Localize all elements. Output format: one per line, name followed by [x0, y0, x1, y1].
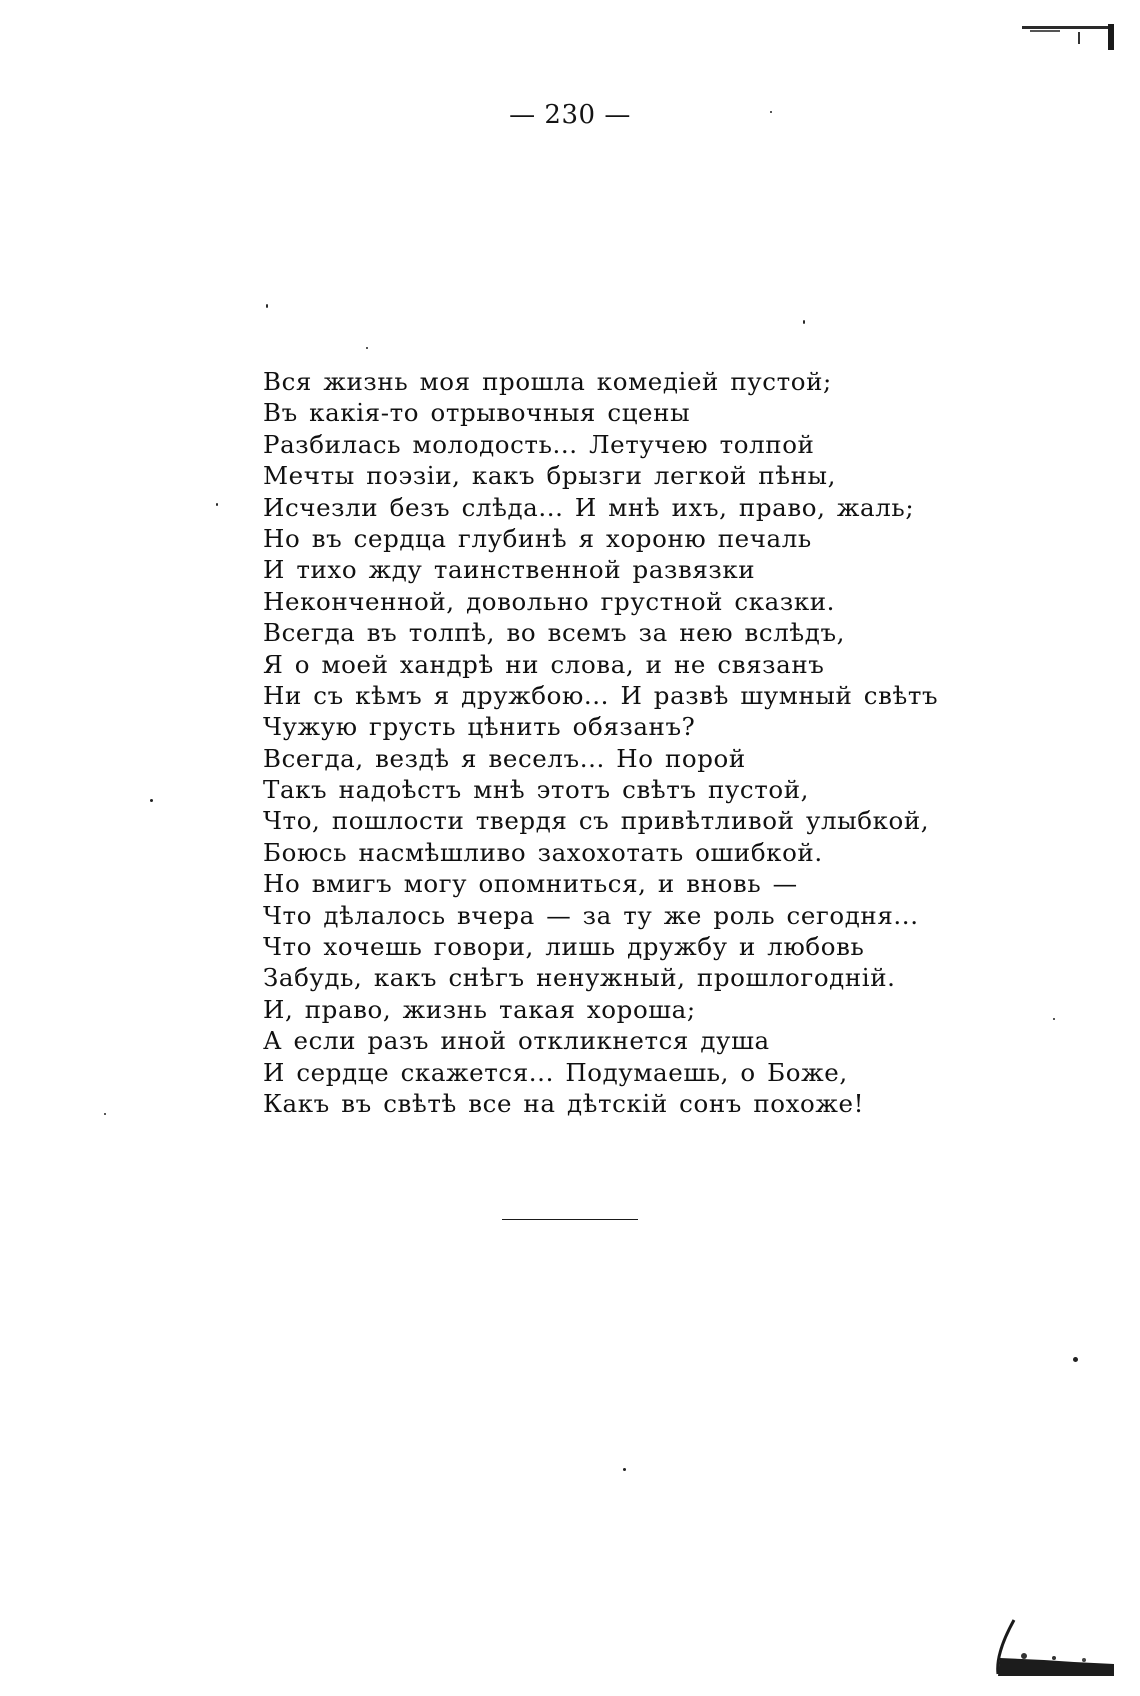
- poem-line: Я о моей хандрѣ ни слова, и не связанъ: [263, 649, 825, 679]
- poem-line: Какъ въ свѣтѣ все на дѣтскій сонъ похоже!: [263, 1088, 865, 1118]
- poem-line: Забудь, какъ снѣгъ ненужный, прошлогодній.: [263, 963, 896, 993]
- poem-line: А если разъ иной откликнется душа: [263, 1026, 770, 1056]
- poem-line: И сердце скажется... Подумаешь, о Боже,: [263, 1057, 848, 1087]
- scan-artifact-bottom: [984, 1618, 1124, 1678]
- poem-line: Неконченной, довольно грустной сказки.: [263, 586, 836, 616]
- scan-speck: [366, 347, 368, 349]
- poem-line: Всегда, вездѣ я веселъ... Но порой: [263, 743, 746, 773]
- poem-line: Чужую грусть цѣнить обязанъ?: [263, 712, 696, 742]
- scan-speck: [1073, 1357, 1078, 1362]
- poem-line: Такъ надоѣстъ мнѣ этотъ свѣтъ пустой,: [263, 775, 810, 805]
- poem-line: Въ какія-то отрывочныя сцены: [263, 398, 691, 428]
- scan-speck: [623, 1468, 626, 1471]
- poem-line: Но вмигъ могу опомниться, и вновь —: [263, 869, 798, 899]
- scan-artifact-top: [1018, 18, 1118, 52]
- poem: [263, 366, 1023, 1119]
- poem-line: И, право, жизнь такая хороша;: [263, 994, 696, 1024]
- poem-line: Что хочешь говори, лишь дружбу и любовь: [263, 932, 865, 962]
- poem-line: Что, пошлости твердя съ привѣтливой улыбкой,: [263, 806, 930, 836]
- scan-speck: [150, 799, 153, 802]
- scan-speck: [770, 111, 772, 113]
- scan-speck: [803, 320, 805, 324]
- scan-speck: [1053, 1018, 1055, 1020]
- poem-line: Вся жизнь моя прошла комедіей пустой;: [263, 367, 832, 396]
- scan-speck: [266, 304, 268, 308]
- section-divider: [502, 1219, 638, 1220]
- page-number: — 230 —: [509, 100, 631, 130]
- poem-line: И тихо жду таинственной развязки: [263, 555, 756, 585]
- poem-line: Мечты поэзіи, какъ брызги легкой пѣны,: [263, 461, 836, 491]
- poem-line: Боюсь насмѣшливо захохотать ошибкой.: [263, 837, 823, 867]
- poem-line: Но въ сердца глубинѣ я хороню печаль: [263, 523, 812, 553]
- poem-line: Что дѣлалось вчера — за ту же роль сегодня...: [263, 900, 919, 930]
- poem-line: Всегда въ толпѣ, во всемъ за нею вслѣдъ,: [263, 618, 846, 648]
- scan-speck: [216, 503, 218, 506]
- poem-line: Разбилась молодость... Летучею толпой: [263, 429, 815, 459]
- poem-line: Ни съ кѣмъ я дружбою... И развѣ шумный свѣтъ: [263, 680, 939, 710]
- poem-line: Исчезли безъ слѣда... И мнѣ ихъ, право, жаль;: [263, 492, 915, 522]
- scan-speck: [104, 1113, 106, 1115]
